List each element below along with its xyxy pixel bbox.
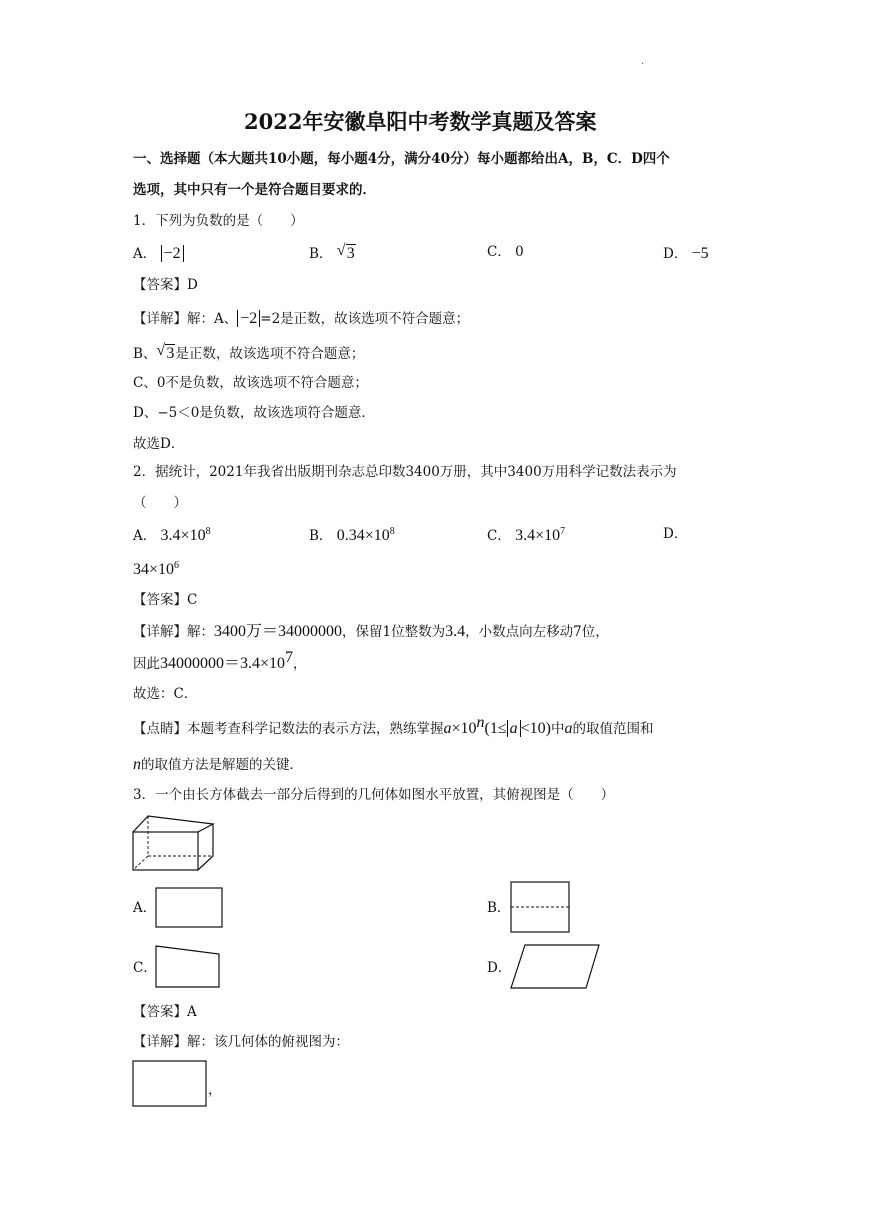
q2-comment-a2: a	[564, 720, 573, 737]
q2-option-b-value	[337, 527, 395, 544]
section-header-line2: 选项，其中只有一个是符合题目要求的．	[133, 182, 376, 198]
q2-option-a-value	[161, 527, 211, 544]
q2-detail-math2: 3.4	[445, 623, 466, 640]
q1-answer: 【答案】D	[133, 277, 198, 293]
q3-trailing-comma: ，	[208, 1082, 222, 1098]
q2-comment-a: a	[443, 720, 452, 737]
q2-option-c-exp: 7	[560, 526, 566, 537]
q1-line-b-prefix: B、	[133, 346, 157, 362]
q1-conclusion: 故选D．	[133, 436, 185, 452]
q2-option-c	[487, 528, 565, 544]
q2-therefore-prefix: 因此	[133, 656, 160, 672]
q1-detail-suffix: =2是正数，故该选项不符合题意；	[260, 311, 470, 327]
q3-stem: 3．一个由长方体截去一部分后得到的几何体如图水平放置，其俯视图是（ ）	[133, 787, 615, 803]
q2-detail-mid: ，保留1位整数为	[342, 624, 446, 640]
q1-option-a-label: A．	[133, 246, 157, 262]
q2-option-b-label: B．	[309, 528, 333, 544]
q2-detail	[133, 624, 609, 640]
q2-therefore-suffix: ，	[293, 656, 307, 672]
q2-option-a-label: A．	[133, 528, 157, 544]
q1-option-c-value: 0	[515, 244, 524, 260]
q2-option-d-value	[133, 562, 179, 578]
q2-therefore-exp: 7	[285, 649, 294, 666]
q1-line-b	[133, 342, 365, 362]
q1-line-b-value: 3	[166, 345, 175, 362]
q2-therefore	[133, 649, 307, 672]
q1-option-b-value: 3	[346, 245, 355, 262]
q2-stem-line1: 2．据统计，2021年我省出版期刊杂志总印数3400万册，其中3400万用科学记数法表示为	[133, 464, 677, 480]
q1-detail-abs: −2	[237, 310, 260, 327]
q3-solid-figure	[130, 812, 220, 874]
q1-option-b	[309, 242, 356, 262]
q1-option-d-value: −5	[691, 245, 709, 262]
q2-comment-n-exp: n	[476, 714, 485, 731]
q2-comment-range-abs: a	[507, 720, 521, 737]
q2-comment-prefix: 【点睛】本题考查科学记数法的表示方法，熟练掌握	[133, 721, 444, 737]
q3-option-c-figure	[155, 945, 223, 989]
q2-option-d-exp: 6	[174, 560, 180, 571]
q1-line-d: D、−5＜0是负数，故该选项符合题意．	[133, 405, 375, 421]
q2-comment-times: ×10	[451, 720, 477, 737]
q2-option-d-label: D．	[663, 526, 688, 542]
q2-option-a-base: 3.4×10	[160, 527, 206, 544]
q1-line-b-sqrt: √ 3	[156, 342, 175, 362]
q3-option-a-figure	[155, 887, 223, 929]
page-title: 2022年安徽阜阳中考数学真题及答案	[244, 109, 597, 134]
q2-option-c-label: C．	[487, 528, 511, 544]
q2-option-b-base: 0.34×10	[336, 527, 390, 544]
q1-option-c-label: C．	[487, 244, 511, 260]
q2-answer: 【答案】C	[133, 592, 198, 608]
q3-option-d-figure	[510, 943, 602, 990]
q1-option-a	[133, 246, 184, 262]
q1-stem: 1．下列为负数的是（ ）	[133, 213, 304, 229]
q2-comment-line2-rest: 的取值方法是解题的关键．	[141, 757, 303, 773]
q2-detail-prefix: 【详解】解：	[133, 624, 214, 640]
q1-line-c: C、0不是负数，故该选项不符合题意；	[133, 375, 368, 391]
q3-detail: 【详解】解：该几何体的俯视图为：	[133, 1034, 349, 1050]
q3-answer-figure	[132, 1060, 208, 1108]
q1-detail	[133, 311, 469, 327]
q2-comment-mid: 中	[551, 721, 565, 737]
section-header-line1: 一、选择题（本大题共10小题，每小题4分，满分40分）每小题都给出A，B，C．D四个	[133, 151, 670, 167]
q2-conclusion: 故选：C．	[133, 686, 198, 702]
q2-comment-range-open: (1≤	[484, 720, 507, 737]
q1-line-b-suffix: 是正数，故该选项不符合题意；	[175, 346, 365, 362]
q2-stem-line2: （ ）	[133, 495, 187, 511]
page-dot: ·	[641, 59, 645, 70]
q2-option-b	[309, 528, 395, 544]
q1-option-b-sqrt: √ 3	[336, 242, 355, 262]
q3-option-c-label: C．	[133, 960, 157, 976]
q2-comment-suffix: 的取值范围和	[572, 721, 654, 737]
q2-option-b-exp: 8	[389, 526, 395, 537]
q1-option-c	[487, 246, 524, 260]
q2-option-a-exp: 8	[205, 526, 211, 537]
q3-answer: 【答案】A	[133, 1004, 197, 1020]
q2-comment-n: n	[133, 756, 141, 773]
q1-option-b-label: B．	[309, 246, 333, 262]
q2-detail-suffix: ，小数点向左移动7位，	[465, 624, 609, 640]
q3-option-b-label: B．	[487, 900, 511, 916]
q1-detail-prefix: 【详解】解：A、	[133, 311, 238, 327]
q1-option-a-value: −2	[161, 245, 184, 262]
q2-option-c-base: 3.4×10	[515, 527, 561, 544]
q2-comment-range-close: <10)	[520, 720, 551, 737]
q2-detail-math1: 3400万＝34000000	[214, 623, 343, 640]
q2-option-a	[133, 528, 211, 544]
q3-option-a-label: A．	[133, 900, 157, 916]
q3-option-d-label: D．	[487, 960, 512, 976]
q2-comment-line2	[133, 757, 303, 773]
q2-option-c-value	[515, 527, 565, 544]
q1-option-d	[663, 246, 709, 262]
q2-comment	[133, 714, 654, 737]
q1-option-d-label: D．	[663, 246, 688, 262]
q2-therefore-math: 34000000＝3.4×10	[160, 655, 286, 672]
q3-option-b-figure	[510, 881, 571, 934]
q2-option-d-base: 34×10	[133, 561, 175, 578]
